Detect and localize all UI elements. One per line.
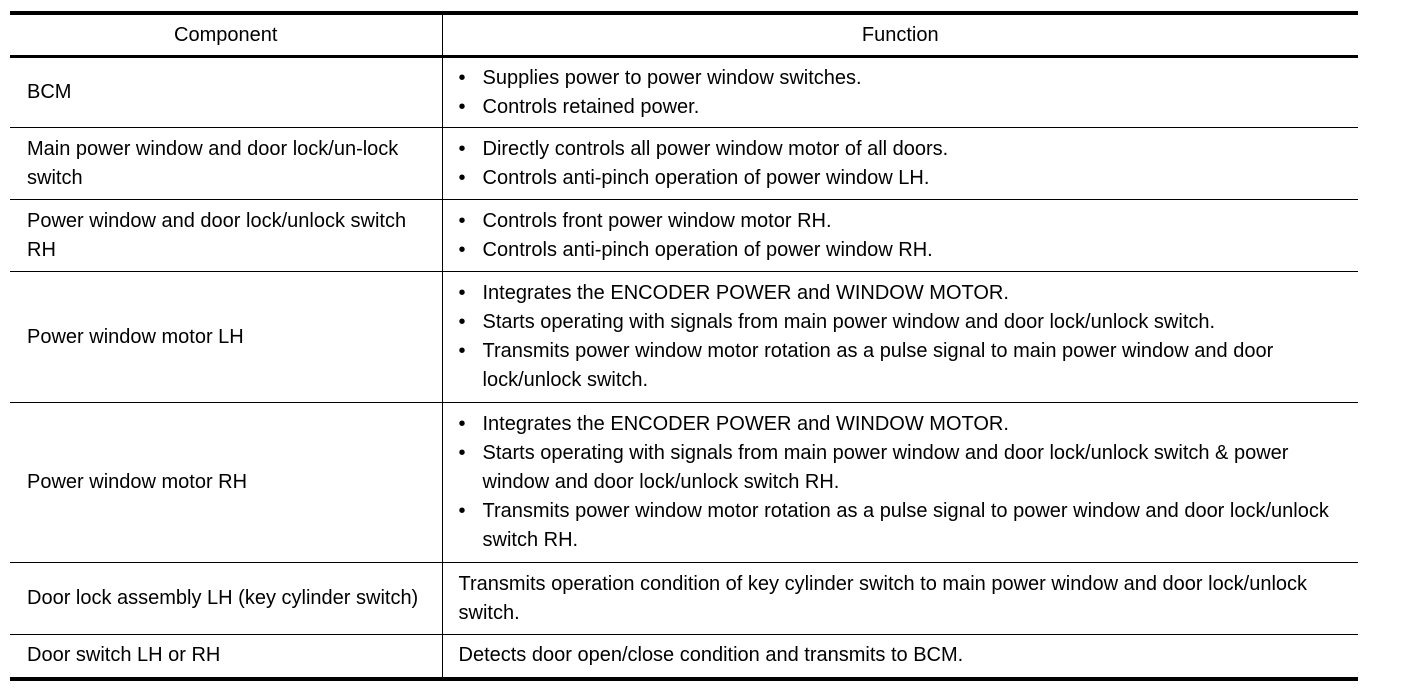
- bullet-icon: •: [458, 500, 466, 522]
- component-cell: [10, 563, 442, 635]
- function-list: [459, 410, 1351, 555]
- function-text: Integrates the ENCODER POWER and WINDOW MOTOR.: [482, 282, 1009, 304]
- list-item: [459, 497, 1351, 555]
- component-function-table: [10, 11, 1358, 681]
- table-row: [10, 635, 1358, 679]
- function-cell: [442, 635, 1358, 679]
- list-item: [459, 135, 1351, 164]
- function-content: [459, 566, 1351, 632]
- function-text: Detects door open/close condition and transmits to BCM.: [458, 644, 964, 667]
- function-list: [459, 64, 1351, 122]
- function-text: Directly controls all power window motor of all doors.: [482, 137, 949, 160]
- function-content: [459, 60, 1351, 126]
- function-cell: [442, 563, 1358, 635]
- table-row: [10, 403, 1358, 563]
- function-list: [459, 207, 1351, 265]
- list-item: [459, 308, 1351, 337]
- header-component: Component: [10, 13, 442, 57]
- bullet-icon: •: [458, 209, 466, 232]
- list-item: [459, 64, 1351, 93]
- function-text: Starts operating with signals from main power window and door lock/unlock switch & power window and door lock/unlock switch RH.: [482, 442, 1289, 493]
- table-body: [10, 57, 1358, 679]
- function-text: Supplies power to power window switches.: [482, 66, 862, 89]
- component-cell: [10, 57, 442, 128]
- function-cell: [442, 403, 1358, 563]
- function-cell: [442, 57, 1358, 128]
- function-text: Controls anti-pinch operation of power window LH.: [482, 166, 930, 189]
- list-item: [459, 337, 1351, 395]
- function-list: [459, 135, 1351, 193]
- bullet-icon: •: [458, 340, 466, 362]
- list-item: [459, 93, 1351, 122]
- function-content: [459, 637, 1351, 674]
- bullet-icon: •: [458, 442, 466, 464]
- component-name: Door switch LH or RH: [27, 644, 221, 667]
- list-item: [459, 439, 1351, 497]
- function-cell: [442, 272, 1358, 403]
- component-function-table-wrapper: [10, 11, 1358, 681]
- table-row: [10, 200, 1358, 272]
- function-cell: [442, 200, 1358, 272]
- component-name: Power window and door lock/unlock switch RH: [27, 209, 407, 261]
- function-text: Controls retained power.: [482, 95, 700, 118]
- list-item: [459, 236, 1351, 265]
- component-name: Door lock assembly LH (key cylinder switch): [27, 587, 419, 609]
- component-name: Power window motor RH: [27, 471, 248, 493]
- function-list: [459, 279, 1351, 395]
- bullet-icon: •: [458, 282, 466, 304]
- component-name: Power window motor LH: [27, 325, 244, 348]
- function-text: Transmits operation condition of key cylinder switch to main power window and door lock/unlock switch.: [458, 572, 1308, 624]
- bullet-icon: •: [458, 311, 466, 333]
- function-cell: [442, 128, 1358, 200]
- function-text: Integrates the ENCODER POWER and WINDOW MOTOR.: [482, 413, 1009, 435]
- bullet-icon: •: [458, 238, 466, 261]
- component-cell: [10, 272, 442, 403]
- component-cell: [10, 200, 442, 272]
- table-row: [10, 57, 1358, 128]
- bullet-icon: •: [458, 66, 466, 89]
- function-content: [459, 275, 1351, 399]
- header-function: Function: [442, 13, 1358, 57]
- list-item: [459, 279, 1351, 308]
- component-name: Main power window and door lock/un-lock switch: [27, 137, 399, 189]
- function-text: Controls anti-pinch operation of power window RH.: [482, 238, 933, 261]
- table-row: [10, 563, 1358, 635]
- bullet-icon: •: [458, 137, 466, 160]
- component-cell: [10, 403, 442, 563]
- component-cell: [10, 635, 442, 679]
- function-content: [459, 203, 1351, 269]
- list-item: [459, 207, 1351, 236]
- table-header-row: [10, 13, 1358, 57]
- list-item: [459, 410, 1351, 439]
- table-row: [10, 272, 1358, 403]
- list-item: [459, 164, 1351, 193]
- component-name: BCM: [27, 81, 72, 103]
- function-text: Starts operating with signals from main power window and door lock/unlock switch.: [482, 311, 1216, 333]
- function-content: [459, 406, 1351, 559]
- bullet-icon: •: [458, 166, 466, 189]
- table-row: [10, 128, 1358, 200]
- function-text: Transmits power window motor rotation as a pulse signal to power window and door lock/unlock switch RH.: [482, 500, 1329, 551]
- function-text: Controls front power window motor RH.: [482, 209, 832, 232]
- component-cell: [10, 128, 442, 200]
- bullet-icon: •: [458, 413, 466, 435]
- bullet-icon: •: [458, 95, 466, 118]
- function-text: Transmits power window motor rotation as a pulse signal to main power window and door lock/unlock switch.: [482, 340, 1274, 391]
- function-content: [459, 131, 1351, 197]
